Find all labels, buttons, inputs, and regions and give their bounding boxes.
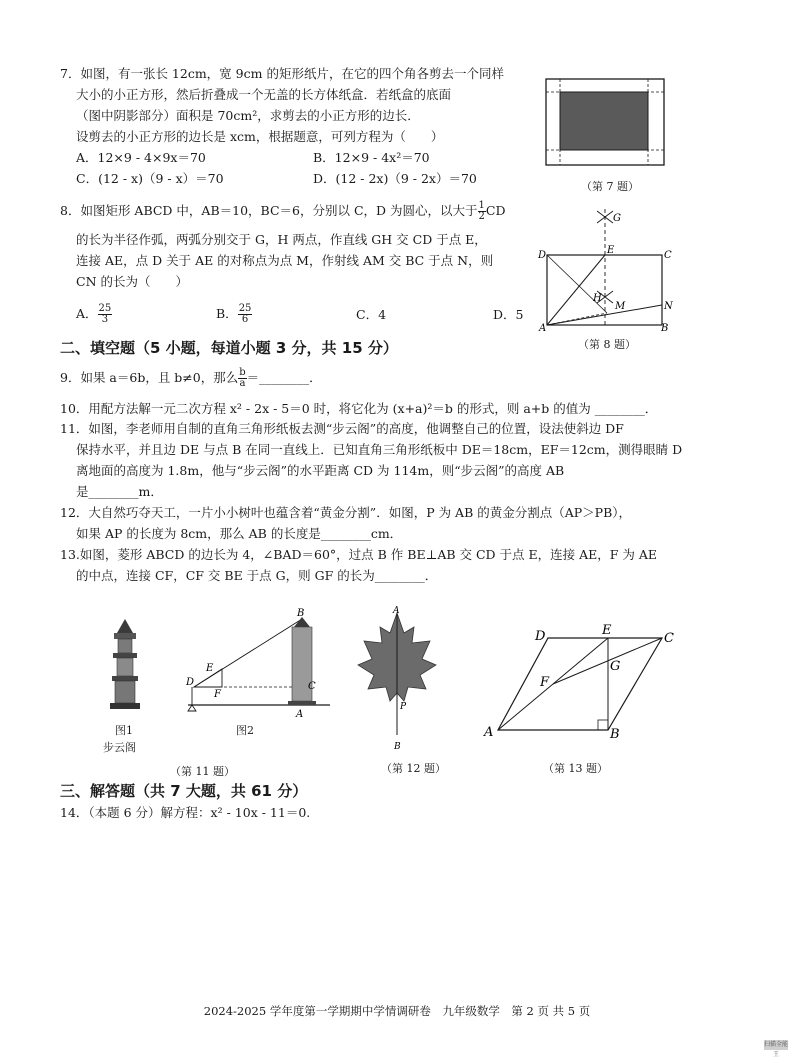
- q8-option-b: [216, 304, 252, 325]
- q8-frac-den: 2: [478, 211, 485, 222]
- q8-frac-num: 1: [478, 200, 485, 211]
- q13-line2: 的中点，连接 CF，CF 交 BE 于点 G，则 GF 的长为________．: [76, 568, 438, 583]
- q8-line3: 连接 AE，点 D 关于 AE 的对称点为点 M，作射线 AM 交 BC 于点 N，则: [76, 253, 494, 268]
- q13-line1: 13.如图，菱形 ABCD 的边长为 4，∠BAD＝60°，过点 B 作 BE⊥AB 交 CD 于点 E，连接 AE，F 为 AE: [60, 547, 658, 562]
- section-3-title: 三、解答题（共 7 大题，共 61 分）: [60, 782, 308, 800]
- q11-fig1-name: 步云阁: [103, 741, 136, 754]
- q9-line: [60, 368, 322, 389]
- q11-fig2-label: 图2: [236, 724, 254, 737]
- q13-label-f: F: [540, 675, 550, 690]
- q8-label-h: H: [593, 293, 602, 304]
- q8-label-b: B: [661, 323, 669, 334]
- q8-label-d: D: [538, 250, 547, 261]
- q12-label-p: P: [400, 702, 407, 712]
- q8-option-a-num: 25: [98, 303, 112, 314]
- q8-option-c: C．4: [356, 307, 387, 322]
- q12-caption: （第 12 题）: [381, 762, 446, 775]
- q8-option-b-label: B．: [216, 306, 238, 321]
- q7-option-d: D．(12 - 2x)（9 - 2x）＝70: [313, 171, 477, 186]
- q8-label-e: E: [607, 245, 615, 256]
- q13-label-a: A: [484, 725, 494, 740]
- q11-fig1-label: 图1: [115, 724, 133, 737]
- q8-figure: [535, 205, 685, 335]
- q8-line1: [60, 201, 506, 222]
- q8-label-g: G: [613, 213, 621, 224]
- q11-line2: 保持水平，并且边 DE 与点 B 在同一直线上．已知直角三角形纸板中 DE＝18cm，EF＝12cm，测得眼睛 D: [76, 442, 683, 457]
- q11-line3: 离地面的高度为 1.8m，他与“步云阁”的水平距离 CD 为 114m，则“步云阁”的高度 AB: [76, 463, 565, 478]
- q7-option-b: B．12×9 - 4x²＝70: [313, 150, 430, 165]
- q8-half-fraction: [478, 201, 486, 222]
- q13-rhombus-figure: [480, 620, 680, 745]
- q7-line1: 7．如图，有一张长 12cm，宽 9cm 的矩形纸片，在它的四个角各剪去一个同样: [60, 66, 504, 81]
- q9-frac-num: b: [239, 367, 246, 378]
- q13-label-b: B: [610, 727, 620, 742]
- q8-line2: 的长为半径作弧，两弧分别交于 G，H 两点，作直线 GH 交 CD 于点 E，: [76, 232, 487, 247]
- scanner-watermark: 扫描全能王: [764, 1041, 789, 1058]
- q12-line2: 如果 AP 的长度为 8cm，那么 AB 的长度是________cm．: [76, 526, 403, 541]
- q11-caption: （第 11 题）: [170, 765, 235, 778]
- section-2-title: 二、填空题（5 小题，每道小题 3 分，共 15 分）: [60, 339, 398, 357]
- q12-label-a: A: [393, 606, 400, 616]
- q11-label-e: E: [206, 663, 214, 674]
- q9-pre: 9．如果 a＝6b，且 b≠0，那么: [60, 370, 239, 385]
- page-footer: 2024-2025 学年度第一学期期中学情调研卷 九年级数学 第 2 页 共 5 页: [203, 1004, 591, 1018]
- q8-option-a-label: A．: [76, 306, 98, 321]
- q11-fig1-tower: [100, 615, 150, 715]
- q8-label-c: C: [664, 250, 672, 261]
- q7-line4: 设剪去的小正方形的边长是 xcm，根据题意，可列方程为（ ）: [76, 129, 444, 144]
- q9-frac-den: a: [239, 378, 246, 389]
- q7-line2: 大小的小正方形，然后折叠成一个无盖的长方体纸盒．若纸盒的底面: [76, 87, 452, 102]
- q8-option-a-den: 3: [101, 314, 109, 325]
- q8-caption: （第 8 题）: [578, 338, 636, 351]
- q7-option-c: C．(12 - x)（9 - x）＝70: [76, 171, 224, 186]
- q13-label-d: D: [535, 629, 546, 644]
- q8-line4: CN 的长为（ ）: [76, 274, 188, 289]
- q8-line1-pre: 8．如图矩形 ABCD 中，AB＝10，BC＝6，分别以 C，D 为圆心，以大于: [60, 203, 478, 218]
- q10-line1: 10．用配方法解一元二次方程 x² - 2x - 5＝0 时，将它化为 (x+a)²＝b 的形式，则 a+b 的值为 ________．: [60, 401, 658, 416]
- q11-label-a: A: [296, 709, 304, 720]
- q11-label-d: D: [186, 677, 195, 688]
- q11-label-b: B: [297, 608, 305, 619]
- q12-leaf-figure: [352, 605, 442, 755]
- q11-label-c: C: [308, 681, 316, 692]
- q8-option-d: D．5: [493, 307, 524, 322]
- q7-option-a: A．12×9 - 4×9x＝70: [76, 150, 206, 165]
- q14-line1: 14．（本题 6 分）解方程：x² - 10x - 11＝0.: [60, 805, 311, 820]
- q11-line1: 11．如图，李老师用自制的直角三角形纸板去测“步云阁”的高度，他调整自己的位置，设法使斜边 DF: [60, 421, 624, 436]
- q13-label-c: C: [664, 631, 674, 646]
- q8-label-m: M: [615, 301, 626, 312]
- q8-option-a-fraction: [98, 304, 113, 325]
- q12-label-b: B: [394, 742, 401, 752]
- q12-line1: 12．大自然巧夺天工，一片小小树叶也蕴含着“黄金分割”．如图，P 为 AB 的黄金分割点（AP＞PB），: [60, 505, 632, 520]
- q13-label-g: G: [610, 659, 621, 674]
- q13-caption: （第 13 题）: [543, 762, 608, 775]
- q7-figure: [540, 75, 670, 175]
- q8-label-n: N: [664, 301, 673, 312]
- q7-caption: （第 7 题）: [581, 180, 639, 193]
- q8-option-a: [76, 304, 112, 325]
- q8-label-a: A: [539, 323, 547, 334]
- q8-option-b-fraction: [238, 304, 253, 325]
- q11-line4: 是________m．: [76, 484, 163, 499]
- q8-option-b-num: 25: [238, 303, 252, 314]
- q11-fig2-diagram: [180, 605, 340, 720]
- q11-label-f: F: [214, 689, 221, 700]
- q7-line3: （图中阴影部分）面积是 70cm²，求剪去的小正方形的边长．: [76, 108, 420, 123]
- q8-option-b-den: 6: [241, 314, 249, 325]
- q8-line1-post: CD: [485, 203, 506, 218]
- q13-label-e: E: [602, 623, 612, 638]
- q9-post: ＝________．: [246, 370, 322, 385]
- q9-fraction: [238, 368, 246, 389]
